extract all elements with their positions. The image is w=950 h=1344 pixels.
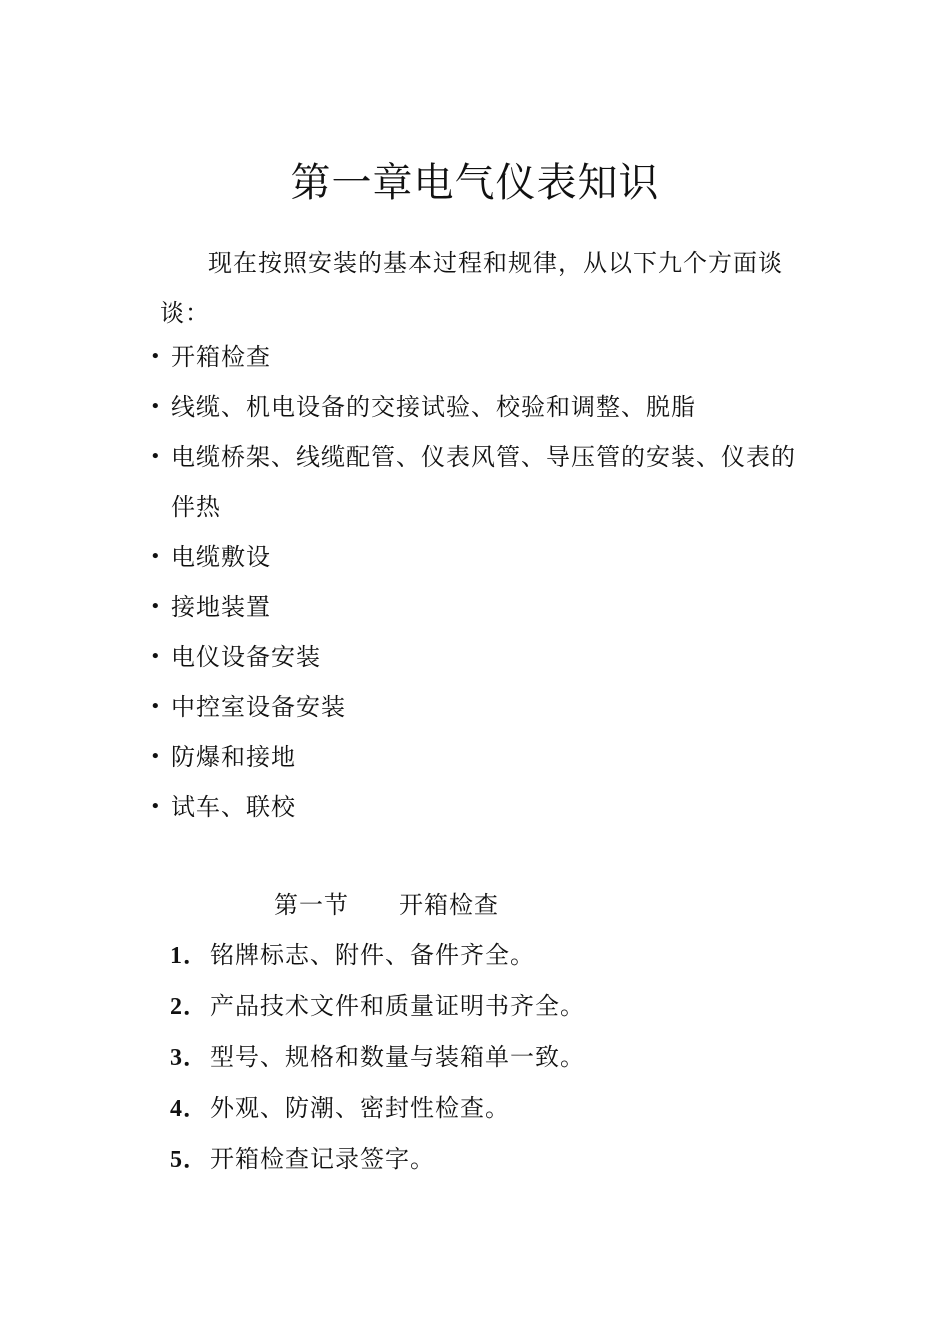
item-number: 1．	[170, 943, 208, 969]
item-text: 型号、规格和数量与装箱单一致。	[210, 1043, 585, 1071]
bullet-icon: •	[150, 796, 162, 817]
topic-text: 防爆和接地	[171, 743, 296, 771]
item-number: 3．	[170, 1045, 208, 1071]
checklist-item	[170, 1083, 810, 1134]
topic-text: 接地装置	[171, 593, 271, 621]
topic-item	[150, 682, 820, 732]
topic-text: 电缆桥架、线缆配管、仪表风管、导压管的安装、仪表的伴热	[171, 443, 796, 521]
checklist	[170, 930, 810, 1185]
item-number: 2．	[170, 994, 208, 1020]
intro-paragraph: 现在按照安装的基本过程和规律，从以下九个方面谈谈：	[160, 249, 783, 327]
bullet-icon: •	[150, 396, 162, 417]
bullet-icon: •	[150, 596, 162, 617]
topic-item	[150, 332, 820, 382]
chapter-title: 第一章电气仪表知识	[290, 160, 660, 206]
topic-text: 电缆敷设	[171, 543, 271, 571]
bullet-icon: •	[150, 696, 162, 717]
checklist-item	[170, 1134, 810, 1185]
bullet-icon: •	[150, 746, 162, 767]
item-number: 4．	[170, 1096, 208, 1122]
topic-text: 电仪设备安装	[171, 643, 321, 671]
topic-list	[150, 332, 820, 832]
item-text: 开箱检查记录签字。	[210, 1145, 435, 1173]
topic-text: 线缆、机电设备的交接试验、校验和调整、脱脂	[171, 393, 696, 421]
topic-text: 试车、联校	[171, 793, 296, 821]
item-number: 5．	[170, 1147, 208, 1173]
bullet-icon: •	[150, 646, 162, 667]
item-text: 铭牌标志、附件、备件齐全。	[210, 941, 535, 969]
topic-item	[150, 632, 820, 682]
topic-text: 开箱检查	[171, 343, 271, 371]
topic-item	[150, 432, 820, 532]
item-text: 外观、防潮、密封性检查。	[210, 1094, 510, 1122]
topic-item	[150, 732, 820, 782]
checklist-item	[170, 1032, 810, 1083]
topic-item	[150, 582, 820, 632]
checklist-item	[170, 981, 810, 1032]
section-title: 第一节 开箱检查	[274, 891, 499, 919]
topic-item	[150, 782, 820, 832]
checklist-item	[170, 930, 810, 981]
topic-text: 中控室设备安装	[171, 693, 346, 721]
item-text: 产品技术文件和质量证明书齐全。	[210, 992, 585, 1020]
topic-item	[150, 382, 820, 432]
bullet-icon: •	[150, 346, 162, 367]
bullet-icon: •	[150, 446, 162, 467]
topic-item	[150, 532, 820, 582]
bullet-icon: •	[150, 546, 162, 567]
